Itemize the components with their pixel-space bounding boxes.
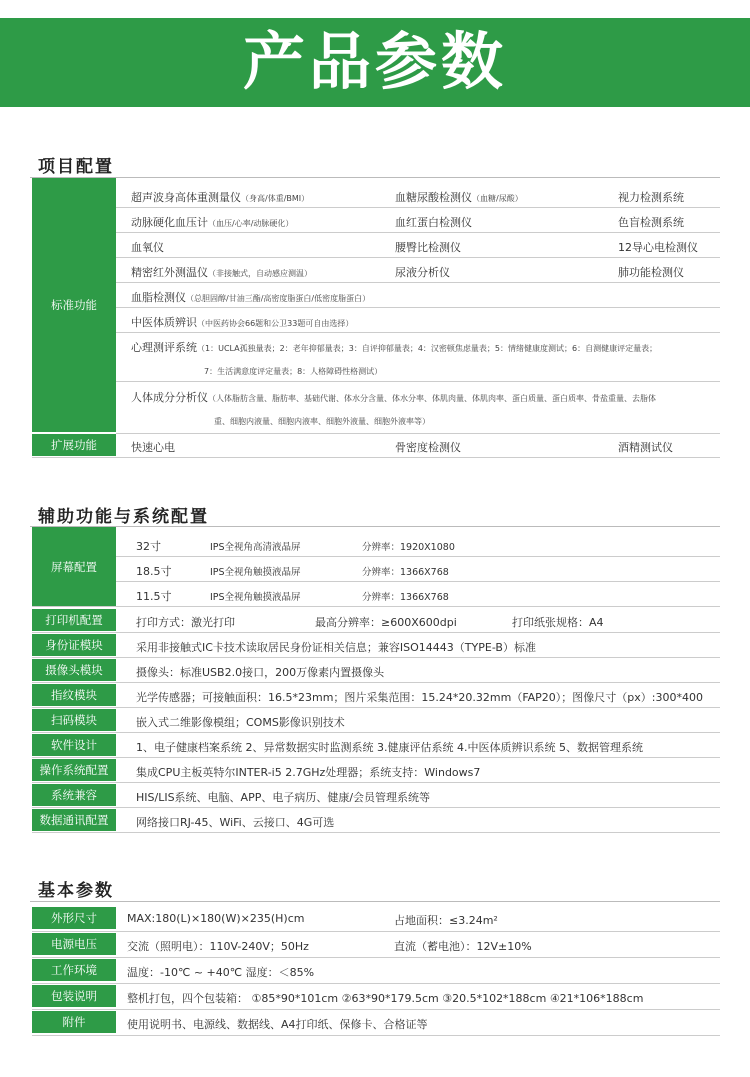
item-psych-assessment-cont: 7：生活满意度评定量表；8：人格障碍性格测试） [204, 367, 383, 376]
row-value: 采用非接触式IC卡技术读取居民身份证相关信息；兼容ISO14443（TYPE-B）标准 [136, 641, 536, 654]
row-divider [116, 282, 720, 283]
screen-size: 11.5寸 [136, 590, 172, 603]
label-printer-config: 打印机配置 [32, 609, 116, 631]
printer-method: 打印方式：激光打印 [136, 616, 235, 629]
screen-size: 32寸 [136, 540, 161, 553]
row-divider [116, 381, 720, 382]
row-divider [32, 807, 720, 808]
row-divider [32, 657, 720, 658]
item-tcm-constitution: 中医体质辨识（中医药协会66题和公卫33题可自由选择） [131, 316, 354, 329]
row-value: 1、电子健康档案系统 2、异常数据实时监测系统 3.健康评估系统 4.中医体质辨识系统 5、数据管理系统 [136, 741, 643, 754]
row-value: 嵌入式二维影像模组；COMS影像识别技术 [136, 716, 345, 729]
row-label: 系统兼容 [32, 784, 116, 806]
item-urine-analyzer: 尿液分析仪 [395, 266, 450, 279]
item-ultrasonic-height-weight: 超声波身高体重测量仪（身高/体重/BMI） [131, 191, 310, 204]
row-divider [116, 433, 720, 434]
page-title: 产品参数 [242, 25, 507, 98]
param-value-secondary: 直流（蓄电池）：12V±10% [394, 940, 532, 953]
row-divider [116, 581, 720, 582]
row-divider [32, 457, 720, 458]
row-divider [32, 1009, 720, 1010]
item-lipid-analyzer: 血脂检测仪（总胆固醇/甘油三酯/高密度脂蛋白/低密度脂蛋白） [131, 291, 371, 304]
row-divider [32, 1035, 720, 1036]
printer-resolution: 最高分辨率：≥600X600dpi [315, 616, 457, 629]
row-divider [116, 307, 720, 308]
row-value: 光学传感器；可接触面积：16.5*23mm；图片采集范围：15.24*20.32mm（FAP20）；图像尺寸（px）:300*400 [136, 691, 703, 704]
row-value: 摄像头：标准USB2.0接口，200万像素内置摄像头 [136, 666, 385, 679]
section-title-project-config: 项目配置 [38, 157, 114, 177]
row-value: 网络接口RJ-45、WiFi、云接口、4G可选 [136, 816, 335, 829]
param-value: 使用说明书、电源线、数据线、A4打印纸、保修卡、合格证等 [127, 1018, 428, 1031]
item-quick-ecg: 快速心电 [131, 441, 175, 454]
row-label: 摄像头模块 [32, 659, 116, 681]
printer-paper: 打印纸张规格：A4 [512, 616, 604, 629]
section-title-basic-params: 基本参数 [38, 881, 114, 901]
item-oximeter: 血氧仪 [131, 241, 164, 254]
item-color-blind: 色盲检测系统 [618, 216, 684, 229]
row-value: HIS/LIS系统、电脑、APP、电子病历、健康/会员管理系统等 [136, 791, 431, 804]
row-divider [32, 757, 720, 758]
row-label: 操作系统配置 [32, 759, 116, 781]
item-arteriosclerosis-bp: 动脉硬化血压计（血压/心率/动脉硬化） [131, 216, 294, 229]
row-divider [32, 931, 720, 932]
row-divider [32, 732, 720, 733]
screen-type: IPS全视角触摸液晶屏 [210, 567, 301, 578]
row-divider [32, 632, 720, 633]
item-alcohol-tester: 酒精测试仪 [618, 441, 673, 454]
screen-type: IPS全视角高清液晶屏 [210, 542, 301, 553]
item-glucose-uric: 血糖尿酸检测仪（血糖/尿酸） [395, 191, 523, 204]
screen-type: IPS全视角触摸液晶屏 [210, 592, 301, 603]
row-divider [116, 207, 720, 208]
item-waist-hip: 腰臀比检测仪 [395, 241, 461, 254]
item-bone-density: 骨密度检测仪 [395, 441, 461, 454]
screen-resolution: 分辨率：1366X768 [362, 567, 449, 578]
row-divider [32, 606, 720, 607]
param-label: 包装说明 [32, 985, 116, 1007]
item-lung-function: 肺功能检测仪 [618, 266, 684, 279]
row-divider [116, 232, 720, 233]
screen-resolution: 分辨率：1920X1080 [362, 542, 455, 553]
param-label: 附件 [32, 1011, 116, 1033]
param-value: 温度：-10℃ ~ +40℃ 湿度：＜85% [127, 966, 315, 979]
item-psych-assessment: 心理测评系统（1：UCLA孤独量表；2：老年抑郁量表；3：自评抑郁量表；4：汉密顿焦虑量表；5：情绪健康度测试；6：自测健康评定量表； [131, 341, 658, 354]
row-divider [32, 682, 720, 683]
param-value: 交流（照明电）：110V-240V；50Hz [127, 940, 309, 953]
row-divider [116, 332, 720, 333]
screen-size: 18.5寸 [136, 565, 172, 578]
param-label: 电源电压 [32, 933, 116, 955]
item-infrared-thermometer: 精密红外测温仪（非接触式，自动感应测温） [131, 266, 312, 279]
param-value-secondary: 占地面积：≤3.24m² [394, 914, 498, 927]
section-divider [30, 901, 720, 902]
item-hemoglobin: 血红蛋白检测仪 [395, 216, 472, 229]
param-value: MAX:180(L)×180(W)×235(H)cm [127, 912, 305, 925]
item-vision-test: 视力检测系统 [618, 191, 684, 204]
item-body-composition: 人体成分分析仪（人体脂肪含量、脂肪率、基础代谢、体水分含量、体水分率、体肌肉量、体肌肉率、蛋白质量、蛋白质率、骨盐重量、去脂体 [131, 391, 656, 404]
row-label: 数据通讯配置 [32, 809, 116, 831]
row-label: 软件设计 [32, 734, 116, 756]
row-divider [116, 257, 720, 258]
row-label: 扫码模块 [32, 709, 116, 731]
row-divider [32, 707, 720, 708]
row-divider [32, 983, 720, 984]
screen-resolution: 分辨率：1366X768 [362, 592, 449, 603]
section-divider [30, 526, 720, 527]
param-label: 外形尺寸 [32, 907, 116, 929]
header-banner [0, 18, 750, 107]
row-label: 指纹模块 [32, 684, 116, 706]
label-screen-config: 屏幕配置 [32, 527, 116, 606]
label-standard-functions: 标准功能 [32, 178, 116, 432]
item-body-composition-cont: 重、细胞内液量、细胞内液率、细胞外液量、细胞外液率等） [214, 417, 430, 426]
section-divider [30, 177, 720, 178]
item-ecg-12-lead: 12导心电检测仪 [618, 241, 698, 254]
section-title-aux-system: 辅助功能与系统配置 [38, 507, 209, 527]
row-divider [116, 556, 720, 557]
label-extension-functions: 扩展功能 [32, 434, 116, 456]
param-label: 工作环境 [32, 959, 116, 981]
row-divider [32, 832, 720, 833]
row-divider [32, 957, 720, 958]
row-label: 身份证模块 [32, 634, 116, 656]
param-value: 整机打包，四个包装箱： ①85*90*101cm ②63*90*179.5cm ③20.5*102*188cm ④21*106*188cm [127, 992, 644, 1005]
row-divider [32, 782, 720, 783]
row-value: 集成CPU主板英特尔INTER-i5 2.7GHz处理器；系统支持：Windows7 [136, 766, 481, 779]
